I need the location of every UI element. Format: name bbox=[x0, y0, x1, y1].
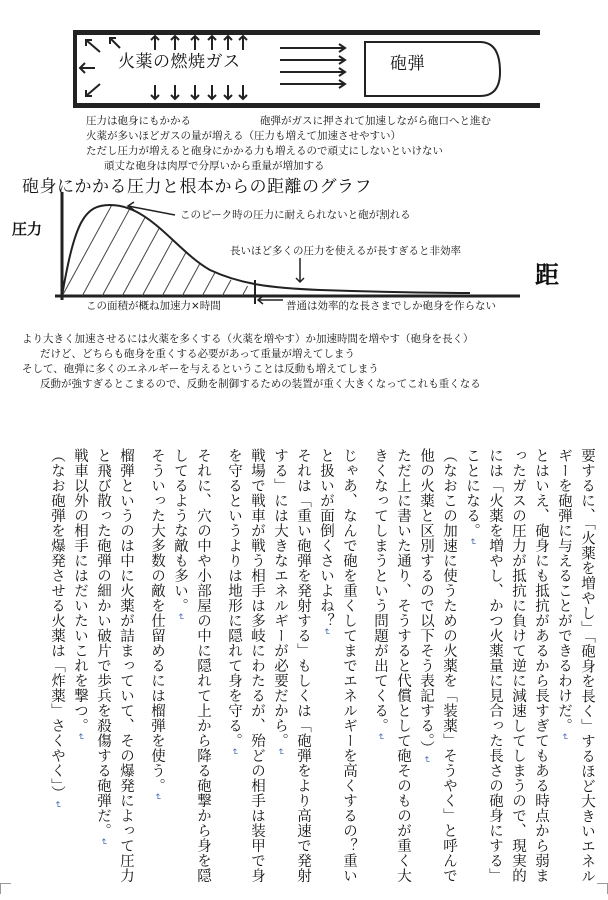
paragraph bbox=[552, 448, 598, 888]
return-mark-icon: ↵ bbox=[275, 748, 285, 757]
vertical-body-text bbox=[49, 448, 598, 888]
paragraph bbox=[268, 448, 314, 888]
note-shell-accelerate: 砲弾がガスに押されて加速しながら砲口へと進む bbox=[260, 115, 491, 127]
long-arrow-icon bbox=[296, 258, 304, 282]
up-arrows-icon bbox=[86, 36, 247, 52]
summary-line-2: だけど、どちらも砲身を重くする必要があって重量が増えてしまう bbox=[40, 348, 355, 360]
paragraph bbox=[222, 448, 268, 888]
paragraph-text: それに、穴の中や小部屋の中に隠れて上から降る砲撃から身を隠してるような敵も多い。 bbox=[172, 448, 211, 883]
paragraph-text: そういった大多数の敵を仕留めるには榴弾を使う。 bbox=[149, 448, 165, 793]
paragraph-text: 榴弾というのは中に火薬が詰まっていて、その爆発によって圧力と飛び散った砲弾の細かい破片で歩兵を殺傷する砲弾だ。 bbox=[95, 448, 134, 883]
paragraph bbox=[145, 448, 168, 888]
note-stronger-barrel: ただし圧力が増えると砲身にかかる力も増えるので頑丈にしないといけない bbox=[86, 145, 443, 157]
paragraph-text: それは「重い砲弾を発射する」もしくは「砲弾をより高速で発射する」には大きなエネルギーが必要だから。 bbox=[272, 448, 311, 883]
return-mark-icon: ↵ bbox=[75, 733, 85, 742]
peak-note: このピーク時の圧力に耐えられないと砲が割れる bbox=[180, 209, 411, 221]
gas-label: 火薬の燃焼ガス bbox=[118, 52, 241, 72]
paragraph bbox=[91, 448, 137, 888]
summary-line-1: より大きく加速させるには火薬を多くする（火薬を増やす）か加速時間を増やす（砲身を長く） bbox=[22, 333, 474, 345]
note-heavy-barrel: 頑丈な砲身は肉厚で分厚いから重量が増加する bbox=[104, 160, 325, 172]
paragraph bbox=[368, 448, 414, 888]
paragraph bbox=[460, 448, 552, 888]
long-note: 長いほど多くの圧力を使えるが長すぎると非効率 bbox=[230, 245, 461, 257]
paragraph-text: （なお砲弾を爆発させる火薬は「炸薬」さくやく」） bbox=[49, 448, 65, 801]
page-corner-mark bbox=[0, 883, 11, 894]
return-mark-icon: ↵ bbox=[98, 838, 108, 847]
summary-line-4: 反動が強すぎるとこまるので、反動を制御するための装置が重く大きくなってこれも重くなる bbox=[40, 378, 481, 390]
paragraph-text: 戦場で戦車が戦う相手は多岐にわたるが、殆どの相手は装甲で身を守るというよりは地形に隠れて身を守る。 bbox=[226, 448, 265, 883]
barrel-bottom-wall bbox=[75, 103, 540, 108]
return-mark-icon: ↵ bbox=[152, 793, 162, 802]
paragraph-text: 要するに、「火薬を増やし」「砲身を長く」するほど大きいエネルギーを砲弾に与えることができるわけだ。 bbox=[556, 448, 595, 884]
paragraph bbox=[45, 448, 68, 888]
paragraph-text: 戦車以外の相手にはだいたいこれを撃つ。 bbox=[72, 448, 88, 733]
return-mark-icon: ↵ bbox=[175, 613, 185, 622]
paragraph-text: ただ上に書いた通り、そうすると代償として砲そのものが重く大きくなってしまうという問題が出てくる。 bbox=[372, 448, 411, 883]
shell-label: 砲弾 bbox=[390, 54, 425, 74]
paragraph-text: じゃあ、なんで砲を重くしてまでエネルギーを高くするの？重いと扱いが面倒くさいよね？ bbox=[318, 448, 357, 883]
shell-shape bbox=[365, 42, 500, 96]
normal-note: 普通は効率的な長さまでしか砲身を作らない bbox=[286, 300, 496, 312]
return-mark-icon: ↵ bbox=[467, 538, 477, 547]
cannon-figure bbox=[0, 0, 608, 405]
return-mark-icon: ↵ bbox=[559, 733, 569, 742]
return-mark-icon: ↵ bbox=[52, 800, 62, 809]
x-axis-label: 距 bbox=[535, 261, 559, 289]
graph-title: 砲身にかかる圧力と根本からの距離のグラフ bbox=[22, 177, 372, 197]
right-arrows-icon bbox=[280, 44, 345, 88]
return-mark-icon: ↵ bbox=[375, 733, 385, 742]
area-note: この面積が概ね加速力×時間 bbox=[86, 300, 221, 312]
summary-line-3: そして、砲弾に多くのエネルギーを与えるということは反動も増えてしまう bbox=[22, 363, 379, 375]
y-axis-label: 圧力 bbox=[12, 220, 43, 238]
note-more-powder: 火薬が多いほどガスの量が増える（圧力も増えて加速させやすい） bbox=[86, 130, 401, 142]
page-corner-mark bbox=[597, 883, 608, 894]
paragraph bbox=[68, 448, 91, 888]
barrel-top-wall bbox=[75, 30, 540, 35]
left-arrow-icon bbox=[80, 63, 95, 73]
paragraph-text: （なおこの加速に使うための火薬を「装薬」そうやく」と呼んで他の火薬と区別するので以下そう表記する。） bbox=[418, 448, 457, 883]
paragraph bbox=[168, 448, 214, 888]
paragraph bbox=[314, 448, 360, 888]
paragraph bbox=[414, 448, 460, 888]
return-mark-icon: ↵ bbox=[229, 748, 239, 757]
paragraph-text: とはいえ、砲身にも抵抗があるから長すぎてもある時点から弱まったガスの圧力が抵抗に負けて逆に減速してしまうので、現実的には「火薬を増やし、かつ火薬量に見合った長さの砲身にする」ことになる。 bbox=[464, 448, 549, 883]
down-arrows-icon bbox=[86, 84, 247, 99]
peak-arrow-icon bbox=[128, 202, 175, 215]
note-pressure-barrel: 圧力は砲身にもかかる bbox=[86, 115, 191, 127]
return-mark-icon: ↵ bbox=[421, 755, 431, 764]
return-mark-icon: ↵ bbox=[321, 628, 331, 637]
